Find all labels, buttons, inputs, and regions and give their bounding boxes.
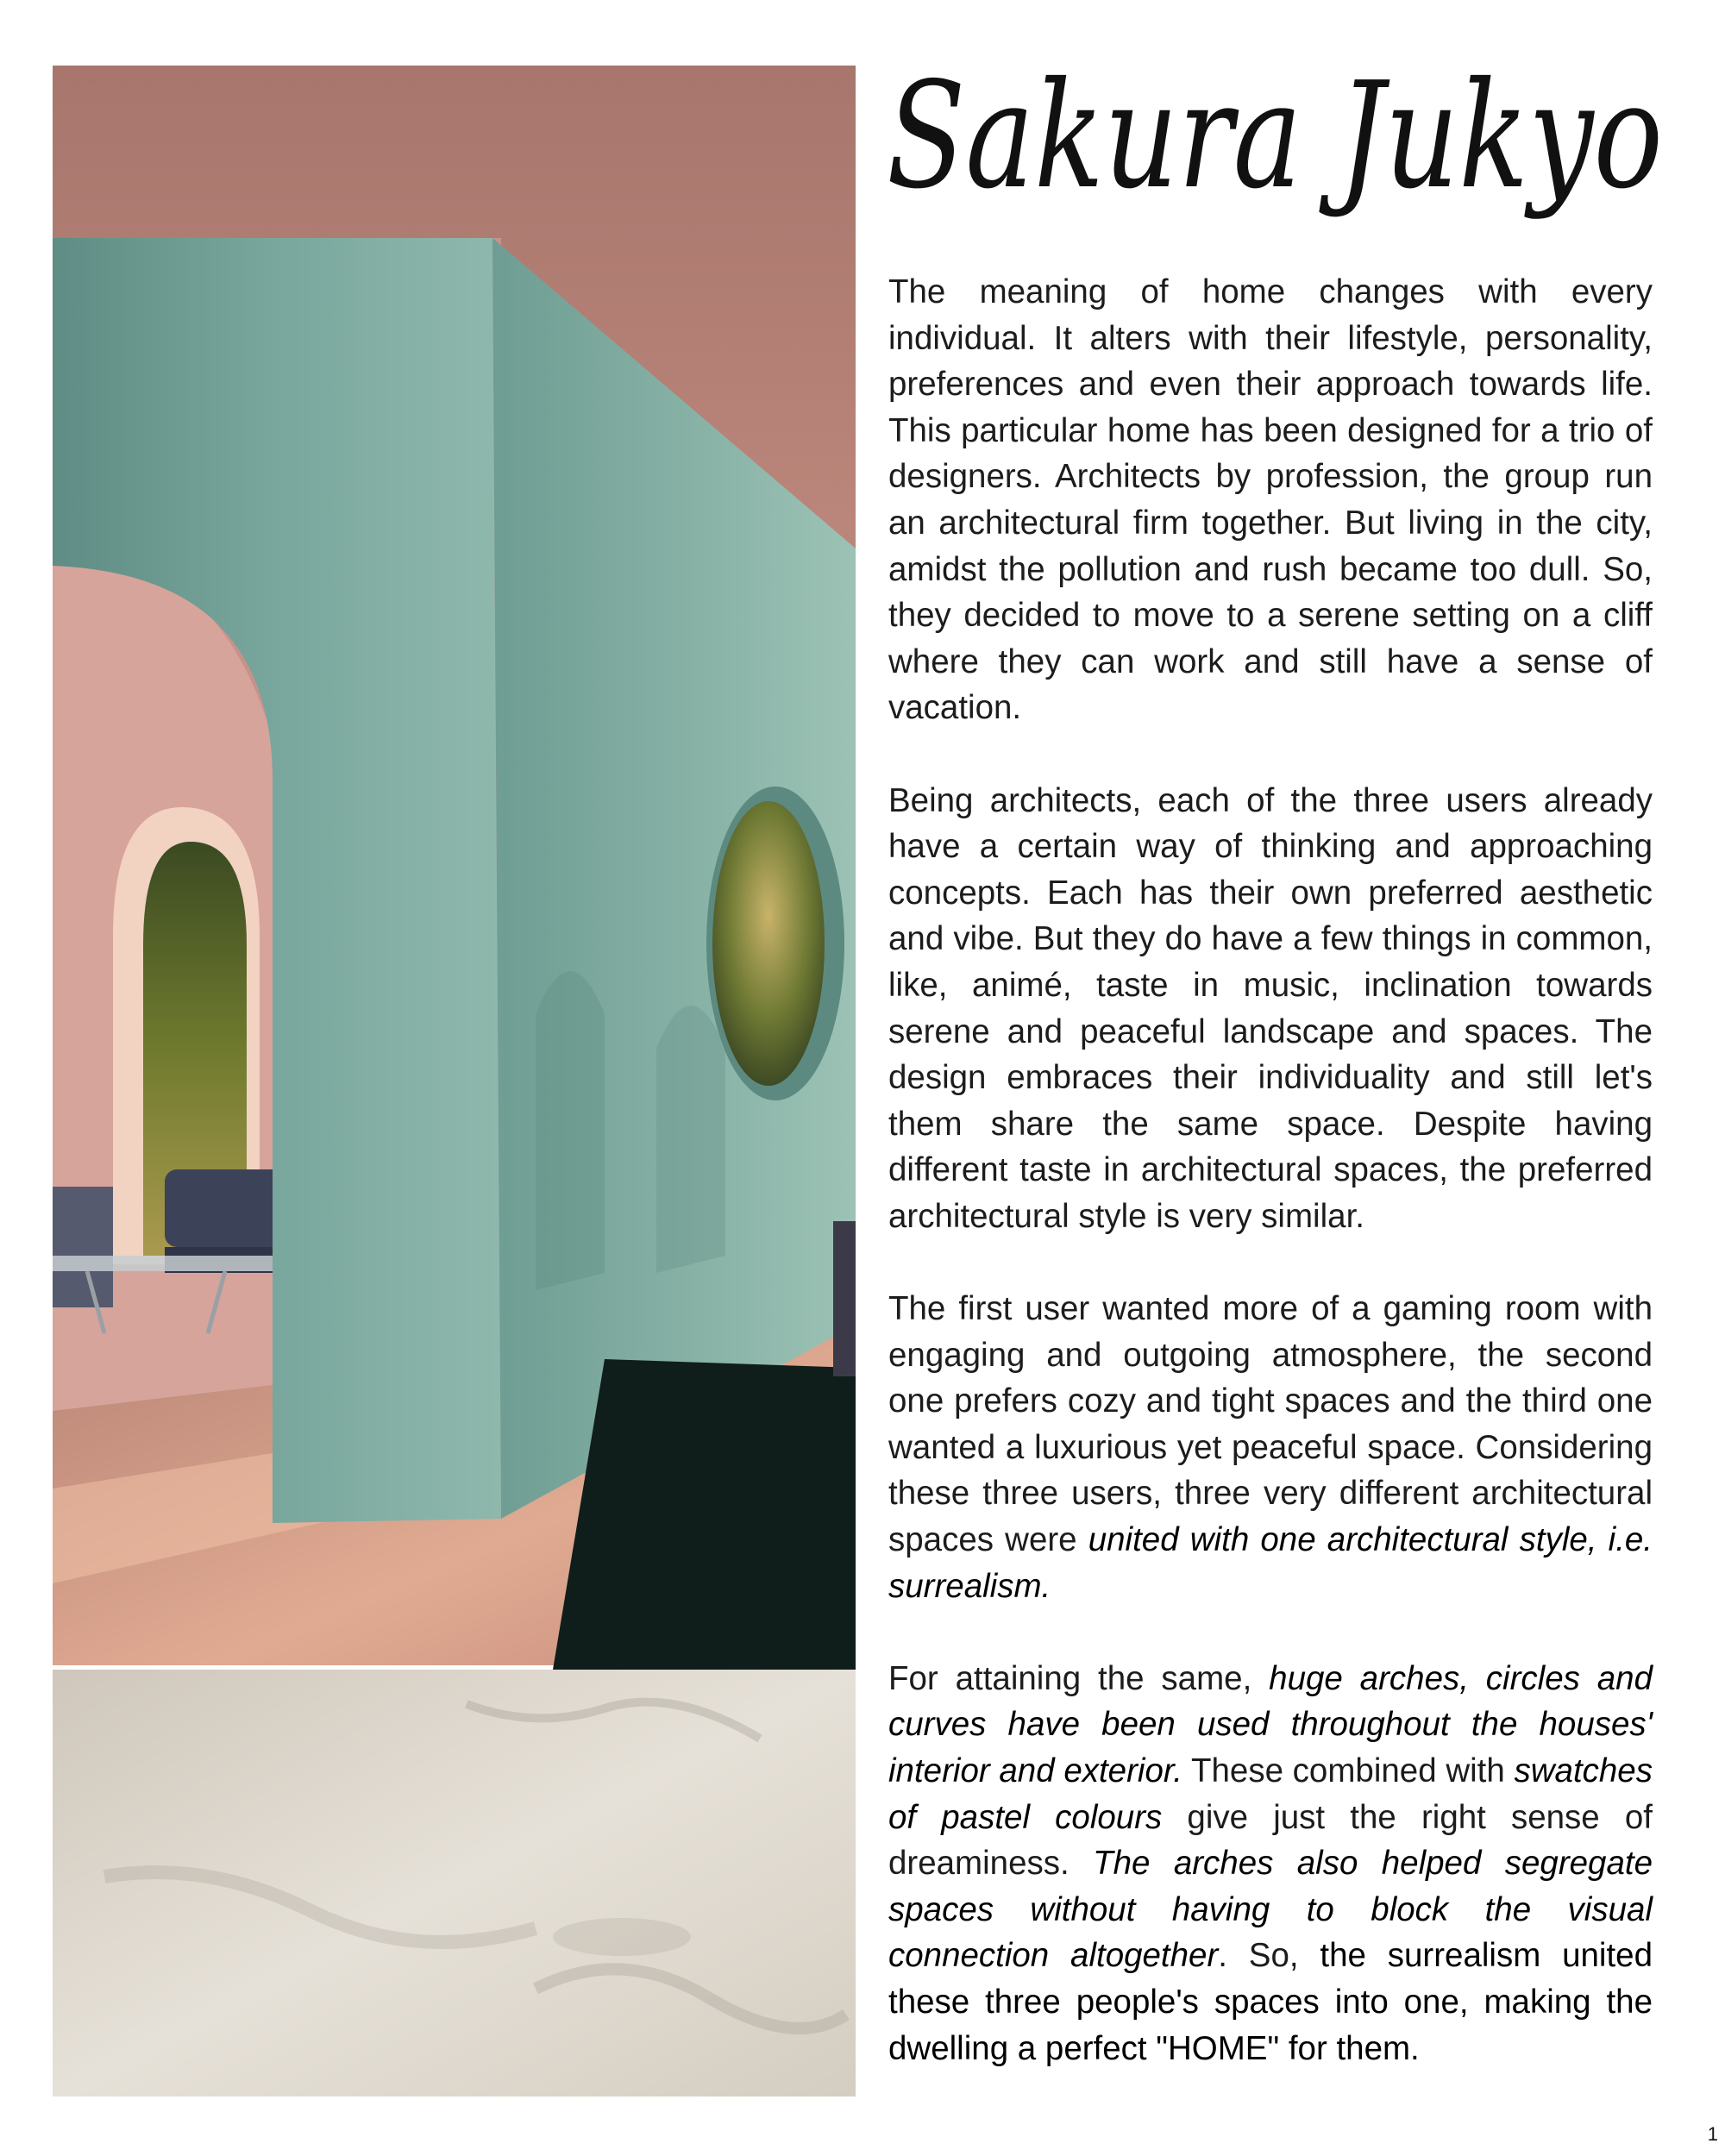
paragraph-4-segment: These combined with xyxy=(1182,1752,1515,1789)
paragraph-4-segment: . So, xyxy=(1218,1937,1320,1975)
paragraph-3-segment: united with one architectural style, i.e. surrealism. xyxy=(888,1521,1653,1605)
paragraph-1-segment: The meaning of home changes with every individual. It alters with their lifestyle, personality, preferences and even their approach towards life. This particular home has been designed for a trio of designers. Architects by profession, the group run an architectural firm together. But living in the city, amidst the pollution and rush became too dull. So, they decided to move to a serene setting on a cliff where they can work and still have a sense of vacation. xyxy=(888,273,1653,727)
paragraph-4-segment: For attaining the same, xyxy=(888,1659,1270,1697)
paragraph-3 xyxy=(888,1286,1653,1609)
interior-render-image xyxy=(53,66,856,2096)
page-title-text: Sakura Jukyo xyxy=(887,57,1663,222)
paragraph-4-segment: swatches of pastel colours xyxy=(888,1752,1653,1836)
paragraph-4-segment: give just the right sense of dreaminess. xyxy=(888,1798,1653,1883)
paragraph-2-segment: Being architects, each of the three users already have a certain way of thinking and approaching concepts. Each has their own preferred aesthetic and vibe. But they do have a few things in common, like, animé, taste in music, inclination towards serene and peaceful landscape and spaces. The design embraces their individuality and still let's them share the same space. Despite having different taste in architectural spaces, the preferred architectural style is very similar. xyxy=(888,781,1653,1235)
paragraph-4-segment: The arches also helped segregate spaces without having to block the visual connection altogether xyxy=(888,1845,1653,1975)
paragraph-4-segment: the surrealism united these three people's spaces into one, making the dwelling a perfect "HOME" for them. xyxy=(888,1937,1653,2067)
body-text xyxy=(888,269,1653,2071)
paragraph-3-segment: The first user wanted more of a gaming room with engaging and outgoing atmosphere, the second one prefers cozy and tight spaces and the third one wanted a luxurious yet peaceful space. Considering these three users, three very different architectural spaces were xyxy=(888,1290,1653,1559)
page-number: 1 xyxy=(1707,2123,1718,2145)
paragraph-4-segment: huge arches, circles and curves have been used throughout the houses' interior and exterior. xyxy=(888,1659,1653,1789)
paragraph-1 xyxy=(888,269,1653,731)
paragraph-4 xyxy=(888,1656,1653,2071)
page-title xyxy=(881,57,1675,255)
paragraph-2 xyxy=(888,778,1653,1240)
